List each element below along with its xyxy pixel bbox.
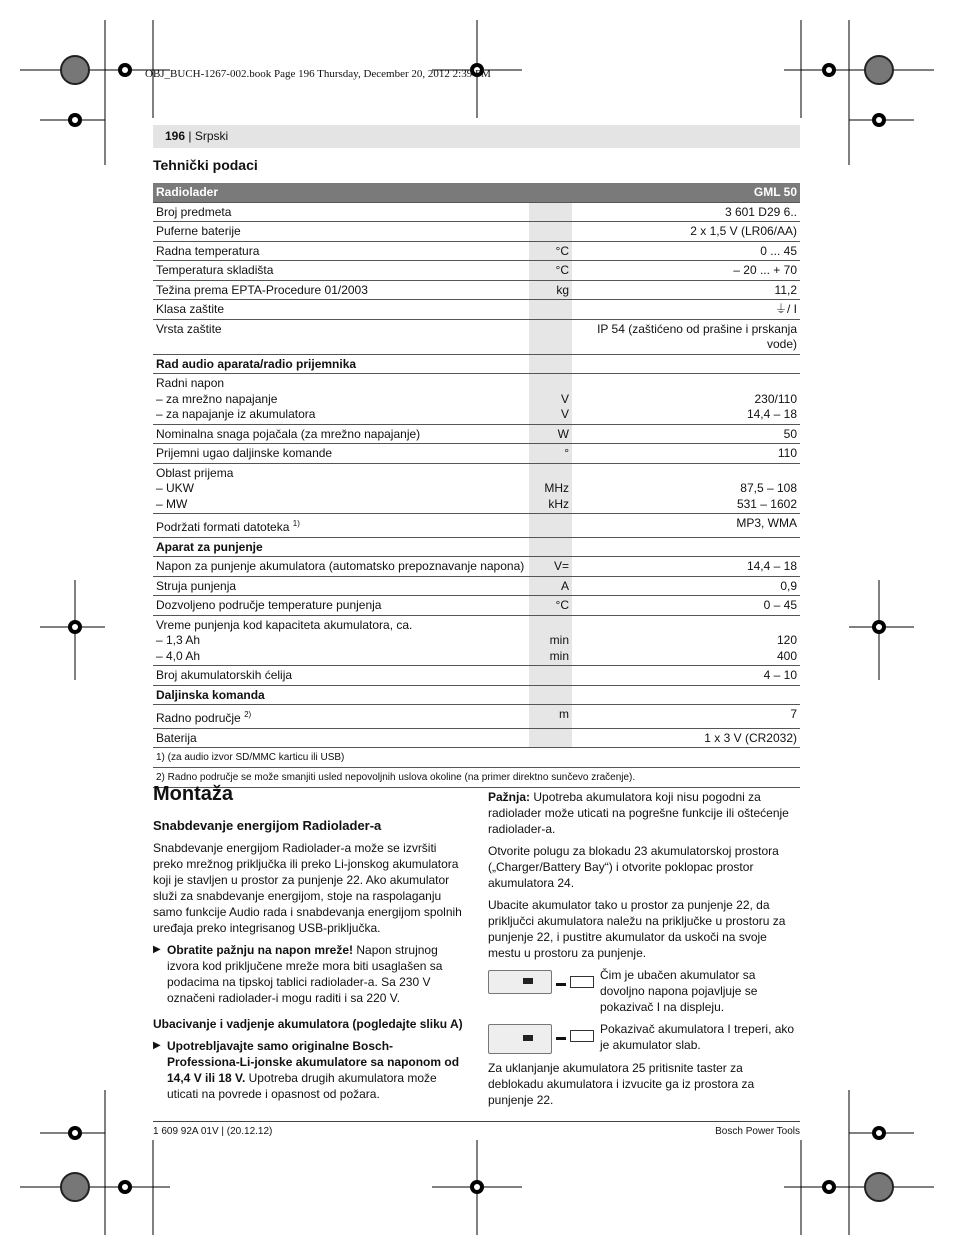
row-label-text: Vrsta zaštite xyxy=(156,321,222,336)
equals-icon: ▬ xyxy=(556,978,566,989)
row-unit xyxy=(529,514,572,538)
row-label-text: Baterija xyxy=(156,730,197,745)
footnote-text: 1) (za audio izvor SD/MMC karticu ili USB) xyxy=(153,748,800,768)
paragraph-power: Snabdevanje energijom Radiolader-a može se izvršiti preko mrežnog priključka ili preko Li-jonskog akumulatora koji je stavljen u prostor za punjenje 22. Ako akumulator služi za snabdevanje energijom, stoje na raspolaganju samo funkcije Audio rada i snabdevanja energijom spolnih uređaja preko integrisanog USB-priključka. xyxy=(153,841,462,935)
row-value: 7 xyxy=(572,705,800,729)
row-label xyxy=(153,514,529,538)
row-unit: °C xyxy=(529,596,572,616)
row-value: 0 ... 45 xyxy=(572,241,800,261)
row-label-text: Broj akumulatorskih ćelija xyxy=(156,668,293,682)
table-row xyxy=(153,202,800,222)
row-label xyxy=(153,354,529,374)
row-label-line: – za mrežno napajanje xyxy=(156,391,278,406)
row-label-text: Temperatura skladišta xyxy=(156,263,274,277)
row-value-line xyxy=(575,376,797,392)
spec-table xyxy=(153,183,800,788)
row-label-line: – MW xyxy=(156,496,188,511)
display-battery-low-icon xyxy=(488,1024,552,1054)
table-row xyxy=(153,576,800,596)
paragraph-remove: Za uklanjanje akumulatora 25 pritisnite taster za deblokadu akumulatora i izvucite ga iz prostora za punjenje 22. xyxy=(488,1061,755,1107)
row-unit-line: V xyxy=(560,407,569,421)
row-label-line: – za napajanje iz akumulatora xyxy=(156,407,316,421)
row-unit xyxy=(529,202,572,222)
row-label xyxy=(153,300,529,320)
row-value: ⏚/ I xyxy=(572,300,800,320)
row-unit xyxy=(529,300,572,320)
display-battery-full-icon xyxy=(488,970,552,994)
page-section: Srpski xyxy=(194,129,229,143)
row-value: MP3, WMA xyxy=(572,514,800,538)
row-label-text: Daljinska komanda xyxy=(156,687,265,702)
row-label xyxy=(153,222,529,242)
row-label xyxy=(153,202,529,222)
row-label xyxy=(153,557,529,577)
bullet-bold: Obratite pažnju na napon mreže! xyxy=(167,943,354,957)
row-label-text: Aparat za punjenje xyxy=(156,539,263,554)
table-row xyxy=(153,241,800,261)
footnote-row xyxy=(153,748,800,768)
indicator-low-text: Pokazivač akumulatora I treperi, ako je akumulator slab. xyxy=(600,1022,795,1052)
row-label xyxy=(153,666,529,686)
row-unit: m xyxy=(529,705,572,729)
row-label-text: Puferne baterije xyxy=(156,224,241,238)
row-label xyxy=(153,463,529,514)
table-row xyxy=(153,300,800,320)
section-title: Montaža xyxy=(153,783,233,805)
row-unit xyxy=(529,615,572,666)
table-row xyxy=(153,222,800,242)
table-row xyxy=(153,728,800,748)
row-unit: °C xyxy=(529,241,572,261)
battery-outline-icon xyxy=(570,976,594,988)
row-label-line: Vreme punjenja kod kapaciteta akumulatora, ca. xyxy=(156,617,413,632)
row-unit xyxy=(529,728,572,748)
row-label-text: Prijemni ugao daljinske komande xyxy=(156,446,333,460)
row-label xyxy=(153,424,529,444)
paragraph-open-lever: Otvorite polugu za blokadu 23 akumulatorskoj prostora („Charger/Battery Bay“) i otvorite poklopac prostor akumulatora 24. xyxy=(488,844,779,890)
row-label xyxy=(153,280,529,300)
table-row xyxy=(153,319,800,354)
row-value xyxy=(572,463,800,514)
row-value-line: 400 xyxy=(776,648,797,663)
row-value: 0,9 xyxy=(572,576,800,596)
row-unit: °C xyxy=(529,261,572,281)
row-label-text: Napon za punjenje akumulatora (automatsko prepoznavanje napona) xyxy=(156,559,525,573)
row-label-line: Oblast prijema xyxy=(156,465,234,480)
indicator-full xyxy=(488,967,800,1015)
row-value-line: 531 – 1602 xyxy=(736,496,797,511)
equals-icon: ▬ xyxy=(556,1032,566,1043)
row-label xyxy=(153,261,529,281)
row-unit xyxy=(529,222,572,242)
row-value xyxy=(572,354,800,374)
row-unit xyxy=(529,354,572,374)
footer-right: Bosch Power Tools xyxy=(715,1126,800,1137)
row-label-text: Broj predmeta xyxy=(156,204,232,219)
row-unit-line xyxy=(532,376,569,392)
table-row xyxy=(153,280,800,300)
table-row xyxy=(153,463,800,514)
row-value: 14,4 – 18 xyxy=(572,557,800,577)
header-unit xyxy=(529,183,572,202)
row-label-text: Struja punjenja xyxy=(156,578,237,593)
table-row xyxy=(153,514,800,538)
right-column xyxy=(488,789,800,1114)
row-unit-line: MHz xyxy=(544,481,569,495)
row-unit-line: min xyxy=(549,633,569,647)
row-label xyxy=(153,537,529,557)
row-value: IP 54 (zaštićeno od prašine i prskanja vode) xyxy=(572,319,800,354)
bullet-mains-voltage xyxy=(153,942,465,1006)
row-unit xyxy=(529,685,572,705)
footer-left: 1 609 92A 01V | (20.12.12) xyxy=(153,1126,273,1137)
row-label-text: Rad audio aparata/radio prijemnika xyxy=(156,356,357,371)
row-label-text: Težina prema EPTA-Procedure 01/2003 xyxy=(156,282,368,297)
triangle-bullet-icon: ▶ xyxy=(153,1040,161,1051)
row-value: 2 x 1,5 V (LR06/AA) xyxy=(572,222,800,242)
row-unit: kg xyxy=(529,280,572,300)
table-section-row xyxy=(153,354,800,374)
table-row xyxy=(153,374,800,425)
row-value: 11,2 xyxy=(572,280,800,300)
paragraph-insert: Ubacite akumulator tako u prostor za punjenje 22, da priključci akumulatora naležu na priključke u prostoru za punjenje 22, i pustitre akumulator da uskoči na svoje mestu u prostoru za punjenje. xyxy=(488,898,786,960)
row-unit: V= xyxy=(529,557,572,577)
table-row xyxy=(153,444,800,464)
row-unit-line xyxy=(532,466,569,482)
table-section-row xyxy=(153,685,800,705)
row-label xyxy=(153,685,529,705)
row-unit xyxy=(529,319,572,354)
row-label-text: Radna temperatura xyxy=(156,243,260,258)
row-value-line: 120 xyxy=(776,633,797,647)
page-header-bar: 196 | Srpski xyxy=(153,125,800,148)
row-value: 0 – 45 xyxy=(572,596,800,616)
row-label xyxy=(153,576,529,596)
header-model: GML 50 xyxy=(572,183,800,202)
row-label-line: Radni napon xyxy=(156,376,225,390)
row-unit: ° xyxy=(529,444,572,464)
row-value: 110 xyxy=(572,444,800,464)
header-product: Radiolader xyxy=(153,183,529,202)
caution-label: Pažnja: xyxy=(488,790,531,804)
row-label-text: Radno područje xyxy=(156,711,241,725)
row-label-line: – 1,3 Ah xyxy=(156,633,201,647)
left-column xyxy=(153,783,465,1108)
table-row xyxy=(153,596,800,616)
row-label xyxy=(153,374,529,425)
tech-heading: Tehnički podaci xyxy=(153,157,258,173)
row-unit-line xyxy=(532,618,569,634)
table-row xyxy=(153,615,800,666)
row-label-line: – 4,0 Ah xyxy=(156,648,201,663)
row-label xyxy=(153,705,529,729)
row-value-line: 87,5 – 108 xyxy=(740,481,797,495)
row-label xyxy=(153,728,529,748)
footnote-text: 2) Radno područje se može smanjiti usled nepovoljnih uslova okoline (na primer direktno sunčevo zračenje). xyxy=(153,768,800,788)
subheading-power: Snabdevanje energijom Radiolader-a xyxy=(153,818,382,833)
bullet-bold: Upotrebljavajte samo originalne Bosch-Professiona-Li-jonske akumulatore sa naponom od 14,4 V ili 18 V. xyxy=(167,1039,460,1085)
row-label xyxy=(153,444,529,464)
row-value: 1 x 3 V (CR2032) xyxy=(572,728,800,748)
row-label xyxy=(153,319,529,354)
row-unit: W xyxy=(529,424,572,444)
print-header: OBJ_BUCH-1267-002.book Page 196 Thursday, December 20, 2012 2:39 PM xyxy=(145,68,491,80)
indicator-full-text: Čim je ubačen akumulator sa dovoljno napona pojavljuje se pokazivač I na displeju. xyxy=(600,968,758,1014)
row-value xyxy=(572,685,800,705)
caution-text: Upotreba akumulatora koji nisu pogodni za radiolader može uticati na pogrešne funkcije ili oštećenje radiolader-a. xyxy=(488,790,789,836)
battery-outline-icon xyxy=(570,1030,594,1042)
bullet-text: Napon strujnog izvora kod priključene mreže mora biti usaglašen sa podacima na tipskoj tablici radiolader-a. Sa 230 V označeni radiolader-i mogu raditi i sa 220 V. xyxy=(167,943,443,1005)
row-unit-line: V xyxy=(560,391,569,406)
table-section-row xyxy=(153,537,800,557)
row-value: 4 – 10 xyxy=(572,666,800,686)
row-value-line xyxy=(575,466,797,482)
row-label-line: – UKW xyxy=(156,481,195,495)
row-value xyxy=(572,615,800,666)
row-value-line: 14,4 – 18 xyxy=(746,407,797,421)
row-value-line xyxy=(575,618,797,634)
footer-rule xyxy=(153,1121,800,1122)
footnote-ref: 1) xyxy=(292,519,300,528)
paragraph-caution xyxy=(488,789,800,837)
row-label xyxy=(153,615,529,666)
row-unit-line: kHz xyxy=(548,496,569,511)
row-value-line: 230/110 xyxy=(754,391,797,406)
bullet-text: Upotreba drugih akumulatora može uticati na povrede i opasnost od požara. xyxy=(167,1071,437,1101)
footnote-ref: 2) xyxy=(244,710,252,719)
row-label-text: Klasa zaštite xyxy=(156,302,225,316)
row-label xyxy=(153,241,529,261)
table-row xyxy=(153,424,800,444)
row-label xyxy=(153,596,529,616)
table-row xyxy=(153,557,800,577)
row-unit xyxy=(529,463,572,514)
page-number: 196 xyxy=(165,129,186,143)
indicator-low xyxy=(488,1021,800,1054)
row-value: 50 xyxy=(572,424,800,444)
row-unit xyxy=(529,666,572,686)
row-label-text: Dozvoljeno područje temperature punjenja xyxy=(156,598,382,612)
subheading-battery: Ubacivanje i vadjenje akumulatora (pogledajte sliku A) xyxy=(153,1017,463,1031)
row-unit xyxy=(529,537,572,557)
table-header-row xyxy=(153,183,800,202)
bullet-original-battery xyxy=(153,1038,465,1102)
row-unit xyxy=(529,374,572,425)
table-row xyxy=(153,666,800,686)
row-unit-line: min xyxy=(549,648,569,663)
row-label-text: Nominalna snaga pojačala (za mrežno napajanje) xyxy=(156,426,421,441)
triangle-bullet-icon: ▶ xyxy=(153,944,161,955)
footnote-row xyxy=(153,768,800,788)
table-row xyxy=(153,261,800,281)
row-label-text: Podržati formati datoteka xyxy=(156,520,290,534)
row-value: – 20 ... + 70 xyxy=(572,261,800,281)
table-row xyxy=(153,705,800,729)
row-value: 3 601 D29 6.. xyxy=(572,202,800,222)
row-value xyxy=(572,374,800,425)
row-value xyxy=(572,537,800,557)
row-unit: A xyxy=(529,576,572,596)
